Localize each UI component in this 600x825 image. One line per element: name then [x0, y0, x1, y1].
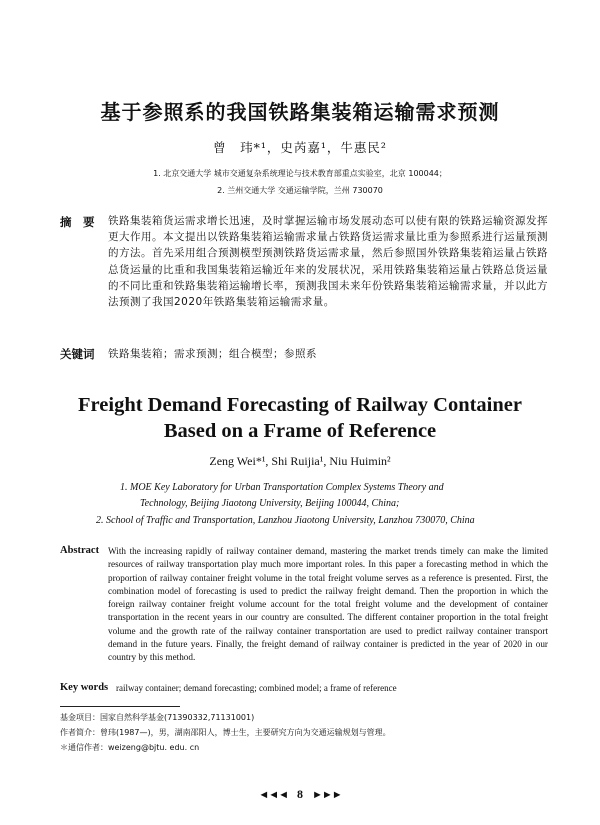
abstract-english-text: With the increasing rapidly of railway container demand, mastering the market trends timely can make the limited resources of railway transportation play much more important roles. In this paper a forecasting method in which the proportion of railway container freight volume in the total freight volume serves as a reference is presented. First, the combination model of forecasting is used to predict the railway freight demand. Then the proportion in which the foreign railway container freight volume account for the total freight volume and the development of container transportation in the recent years in our country are consulted. The different container proportion in the total freight volume and the growth rate of the railway container transportation are used to predict railway container transport demand in the future years. Finally, the freight demand of railway container is predicted in the year of 2020 in our country by this method.	[108, 546, 548, 663]
left-arrow-ornament-icon: ◄◄◄	[258, 789, 288, 801]
footnote-divider	[60, 706, 180, 707]
keywords-chinese-text: 铁路集装箱；需求预测；组合模型；参照系	[108, 348, 317, 360]
keywords-english-text: railway container; demand forecasting; combined model; a frame of reference	[116, 683, 397, 693]
affiliation-chinese-1: 1. 北京交通大学 城市交通复杂系统理论与技术教育部重点实验室，北京 100044；	[153, 169, 447, 178]
title-english-line-2: Based on a Frame of Reference	[163, 420, 437, 442]
abstract-english-label: Abstract	[60, 545, 100, 556]
authors-chinese: 曾 玮*¹，史芮嘉¹，牛惠民²	[213, 140, 387, 155]
keywords-english-label: Key words	[60, 682, 109, 693]
right-arrow-ornament-icon: ►►►	[312, 789, 342, 801]
affiliation-chinese-2: 2. 兰州交通大学 交通运输学院，兰州 730070	[217, 186, 383, 195]
affiliation-english-2: 2. School of Traffic and Transportation, Lanzhou Jiaotong University, Lanzhou 730070, China	[96, 515, 475, 526]
page-number-footer	[0, 787, 600, 802]
keywords-chinese-label: 关键词	[60, 347, 95, 361]
page-number: 8	[297, 787, 303, 801]
footnote-corresponding-author: ＊通信作者：weizeng@bjtu. edu. cn	[60, 743, 200, 752]
affiliation-english-1: 1. MOE Key Laboratory for Urban Transportation Complex Systems Theory and	[120, 482, 444, 493]
abstract-chinese-label: 摘 要	[60, 215, 95, 229]
title-chinese: 基于参照系的我国铁路集装箱运输需求预测	[100, 100, 500, 124]
authors-english: Zeng Wei*¹, Shi Ruijia¹, Niu Huimin²	[209, 454, 391, 468]
affiliation-english-1-cont: Technology, Beijing Jiaotong University, Beijing 100044, China;	[140, 498, 400, 509]
footnote-funding: 基金项目：国家自然科学基金(71390332,71131001)	[60, 713, 255, 722]
abstract-chinese-text: 铁路集装箱货运需求增长迅速，及时掌握运输市场发展动态可以使有限的铁路运输资源发挥更大作用。本文提出以铁路集装箱运输需求量占铁路货运需求量比重为参照系进行运量预测的方法。首先采用组合预测模型预测铁路货运需求量，然后参照国外铁路集装箱运量占铁路总货运量的比重和我国集装箱运输近年来的发展状况，采用铁路集装箱运量占铁路总货运量的不同比重和铁路集装箱运输增长率，预测我国未来年份铁路集装箱运输需求量，并以此方法预测了我国2020年铁路集装箱运输需求量。	[108, 215, 548, 309]
title-english-line-1: Freight Demand Forecasting of Railway Container	[78, 394, 522, 416]
footnote-author-bio: 作者简介：曾玮(1987—)，男，湖南邵阳人，博士生，主要研究方向为交通运输规划与管理。	[60, 728, 391, 737]
